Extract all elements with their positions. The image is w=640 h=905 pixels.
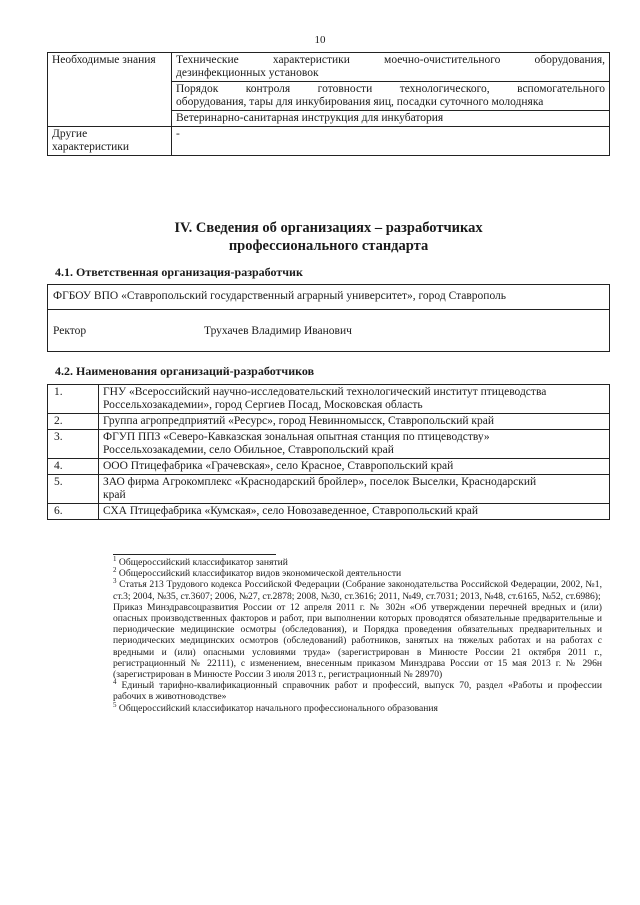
knowledge-item-line: Технические характеристики моечно-очистительного оборудования, [176, 54, 605, 66]
org-cell [99, 504, 610, 520]
footnote-text: Приказ Минздравсоцразвития России от 12 апреля 2011 г. № 302н «Об утверждении перечней вредных и (или) опасных производственных факторов и работ, при выполнении которых проводятся обязательные предварительные и периодические медицинские осмотры (обследования), и Порядка проведения обязательных предварительных и периодических медицинских осмотров (обследований) работников, занятых на тяжелых работах и на работах с вредными и (или) опасными условиями труда» (зарегистрирован в Минюсте России 21 октября 2011 г., регистрационный № 22111), с изменением, внесенным приказом Минздрава России от 15 мая 2013 г. № 296н (зарегистрирован в Минюсте России 3 июля 2013 г., регистрационный № 28970) [113, 601, 602, 681]
footnote [113, 554, 602, 568]
row-number: 4. [48, 459, 99, 475]
knowledge-item [172, 53, 610, 82]
footnote [113, 602, 602, 680]
footnote-mark: 4 [113, 678, 117, 687]
developers-table [47, 384, 610, 520]
table-row [48, 53, 610, 82]
footnote [113, 568, 602, 579]
org-line: ЗАО фирма Агрокомплекс «Краснодарский бройлер», поселок Выселки, Краснодарский [103, 476, 537, 488]
page-number: 10 [314, 34, 326, 46]
footnotes [113, 554, 602, 714]
footnote-mark: 3 [113, 577, 117, 586]
footnote [113, 680, 602, 702]
org-line: ООО Птицефабрика «Грачевская», село Красное, Ставропольский край [103, 460, 454, 472]
org-line: ГНУ «Всероссийский научно-исследовательский технологический институт птицеводства [103, 386, 547, 398]
org-name: ФГБОУ ВПО «Ставропольский государственный аграрный университет», город Ставрополь [53, 290, 507, 302]
knowledge-item-line: Порядок контроля готовности технологического, вспомогательного [176, 83, 605, 95]
section-title [47, 219, 610, 255]
footnote-text: Общероссийский классификатор начального профессионального образования [118, 702, 438, 714]
divider [48, 309, 609, 310]
footnote [113, 700, 602, 714]
org-cell [99, 414, 610, 430]
org-cell [99, 459, 610, 475]
table-row [48, 459, 610, 475]
org-line: Россельхозакадемии, село Обильное, Ставропольский край [103, 444, 394, 456]
position-label: Ректор [53, 325, 87, 337]
table-row [48, 504, 610, 520]
row-number: 6. [48, 504, 99, 520]
footnote-mark: 1 [113, 554, 117, 563]
knowledge-item-line: Ветеринарно-санитарная инструкция для инкубатория [176, 112, 444, 124]
org-line: край [103, 489, 126, 501]
table-row [48, 430, 610, 459]
responsible-org-box [47, 284, 610, 352]
other-label: Другие характеристики [48, 127, 172, 156]
row-number: 1. [48, 385, 99, 414]
org-line: ФГУП ППЗ «Северо-Кавказская зональная опытная станция по птицеводству» [103, 431, 490, 443]
requirements-table [47, 52, 610, 156]
footnote-text: Общероссийский классификатор видов экономической деятельности [118, 568, 402, 580]
section-title-line: профессионального стандарта [228, 238, 429, 254]
row-number: 2. [48, 414, 99, 430]
section-title-line: IV. Сведения об организациях – разработчиках [174, 220, 483, 236]
other-value: - [172, 127, 610, 156]
table-row [48, 385, 610, 414]
footnote-text: Единый тарифно-квалификационный справочник работ и профессий, выпуск 70, раздел «Работы и профессии рабочих в животноводстве» [113, 680, 602, 703]
org-cell [99, 430, 610, 459]
org-line: Россельхозакадемии», город Сергиев Посад, Московская область [103, 399, 423, 411]
footnote-mark: 5 [113, 700, 117, 709]
developers-heading: 4.2. Наименования организаций-разработчиков [55, 364, 315, 378]
table-row [48, 475, 610, 504]
knowledge-label: Необходимые знания [48, 53, 172, 127]
org-line: СХА Птицефабрика «Кумская», село Новозаведенное, Ставропольский край [103, 505, 479, 517]
person-name: Трухачев Владимир Иванович [204, 325, 352, 337]
knowledge-item [172, 111, 610, 127]
org-line: Группа агропредприятий «Ресурс», город Невинномысск, Ставропольский край [103, 415, 494, 427]
org-cell [99, 385, 610, 414]
knowledge-item-line: дезинфекционных установок [176, 67, 319, 79]
footnote-text: Общероссийский классификатор занятий [118, 557, 288, 568]
knowledge-item [172, 82, 610, 111]
footnote [113, 579, 602, 601]
knowledge-item-line: оборудования, тары для инкубирования яиц, посадки суточного молодняка [176, 96, 544, 108]
footnote-mark: 2 [113, 566, 117, 575]
responsible-org-heading: 4.1. Ответственная организация-разработчик [55, 265, 303, 279]
row-number: 3. [48, 430, 99, 459]
row-number: 5. [48, 475, 99, 504]
table-row [48, 414, 610, 430]
footnote-divider [113, 554, 276, 555]
table-row [48, 127, 610, 156]
org-cell [99, 475, 610, 504]
footnote-text: Статья 213 Трудового кодекса Российской Федерации (Собрание законодательства Российской Федерации, 2002, №1, ст.3; 2004, №35, ст.3607; 2006, №27, ст.2878; 2008, №30, ст.3616; 2011, №49, ст.7031; 2013, №48, ст.6165, №52, ст.6986); [113, 579, 602, 602]
